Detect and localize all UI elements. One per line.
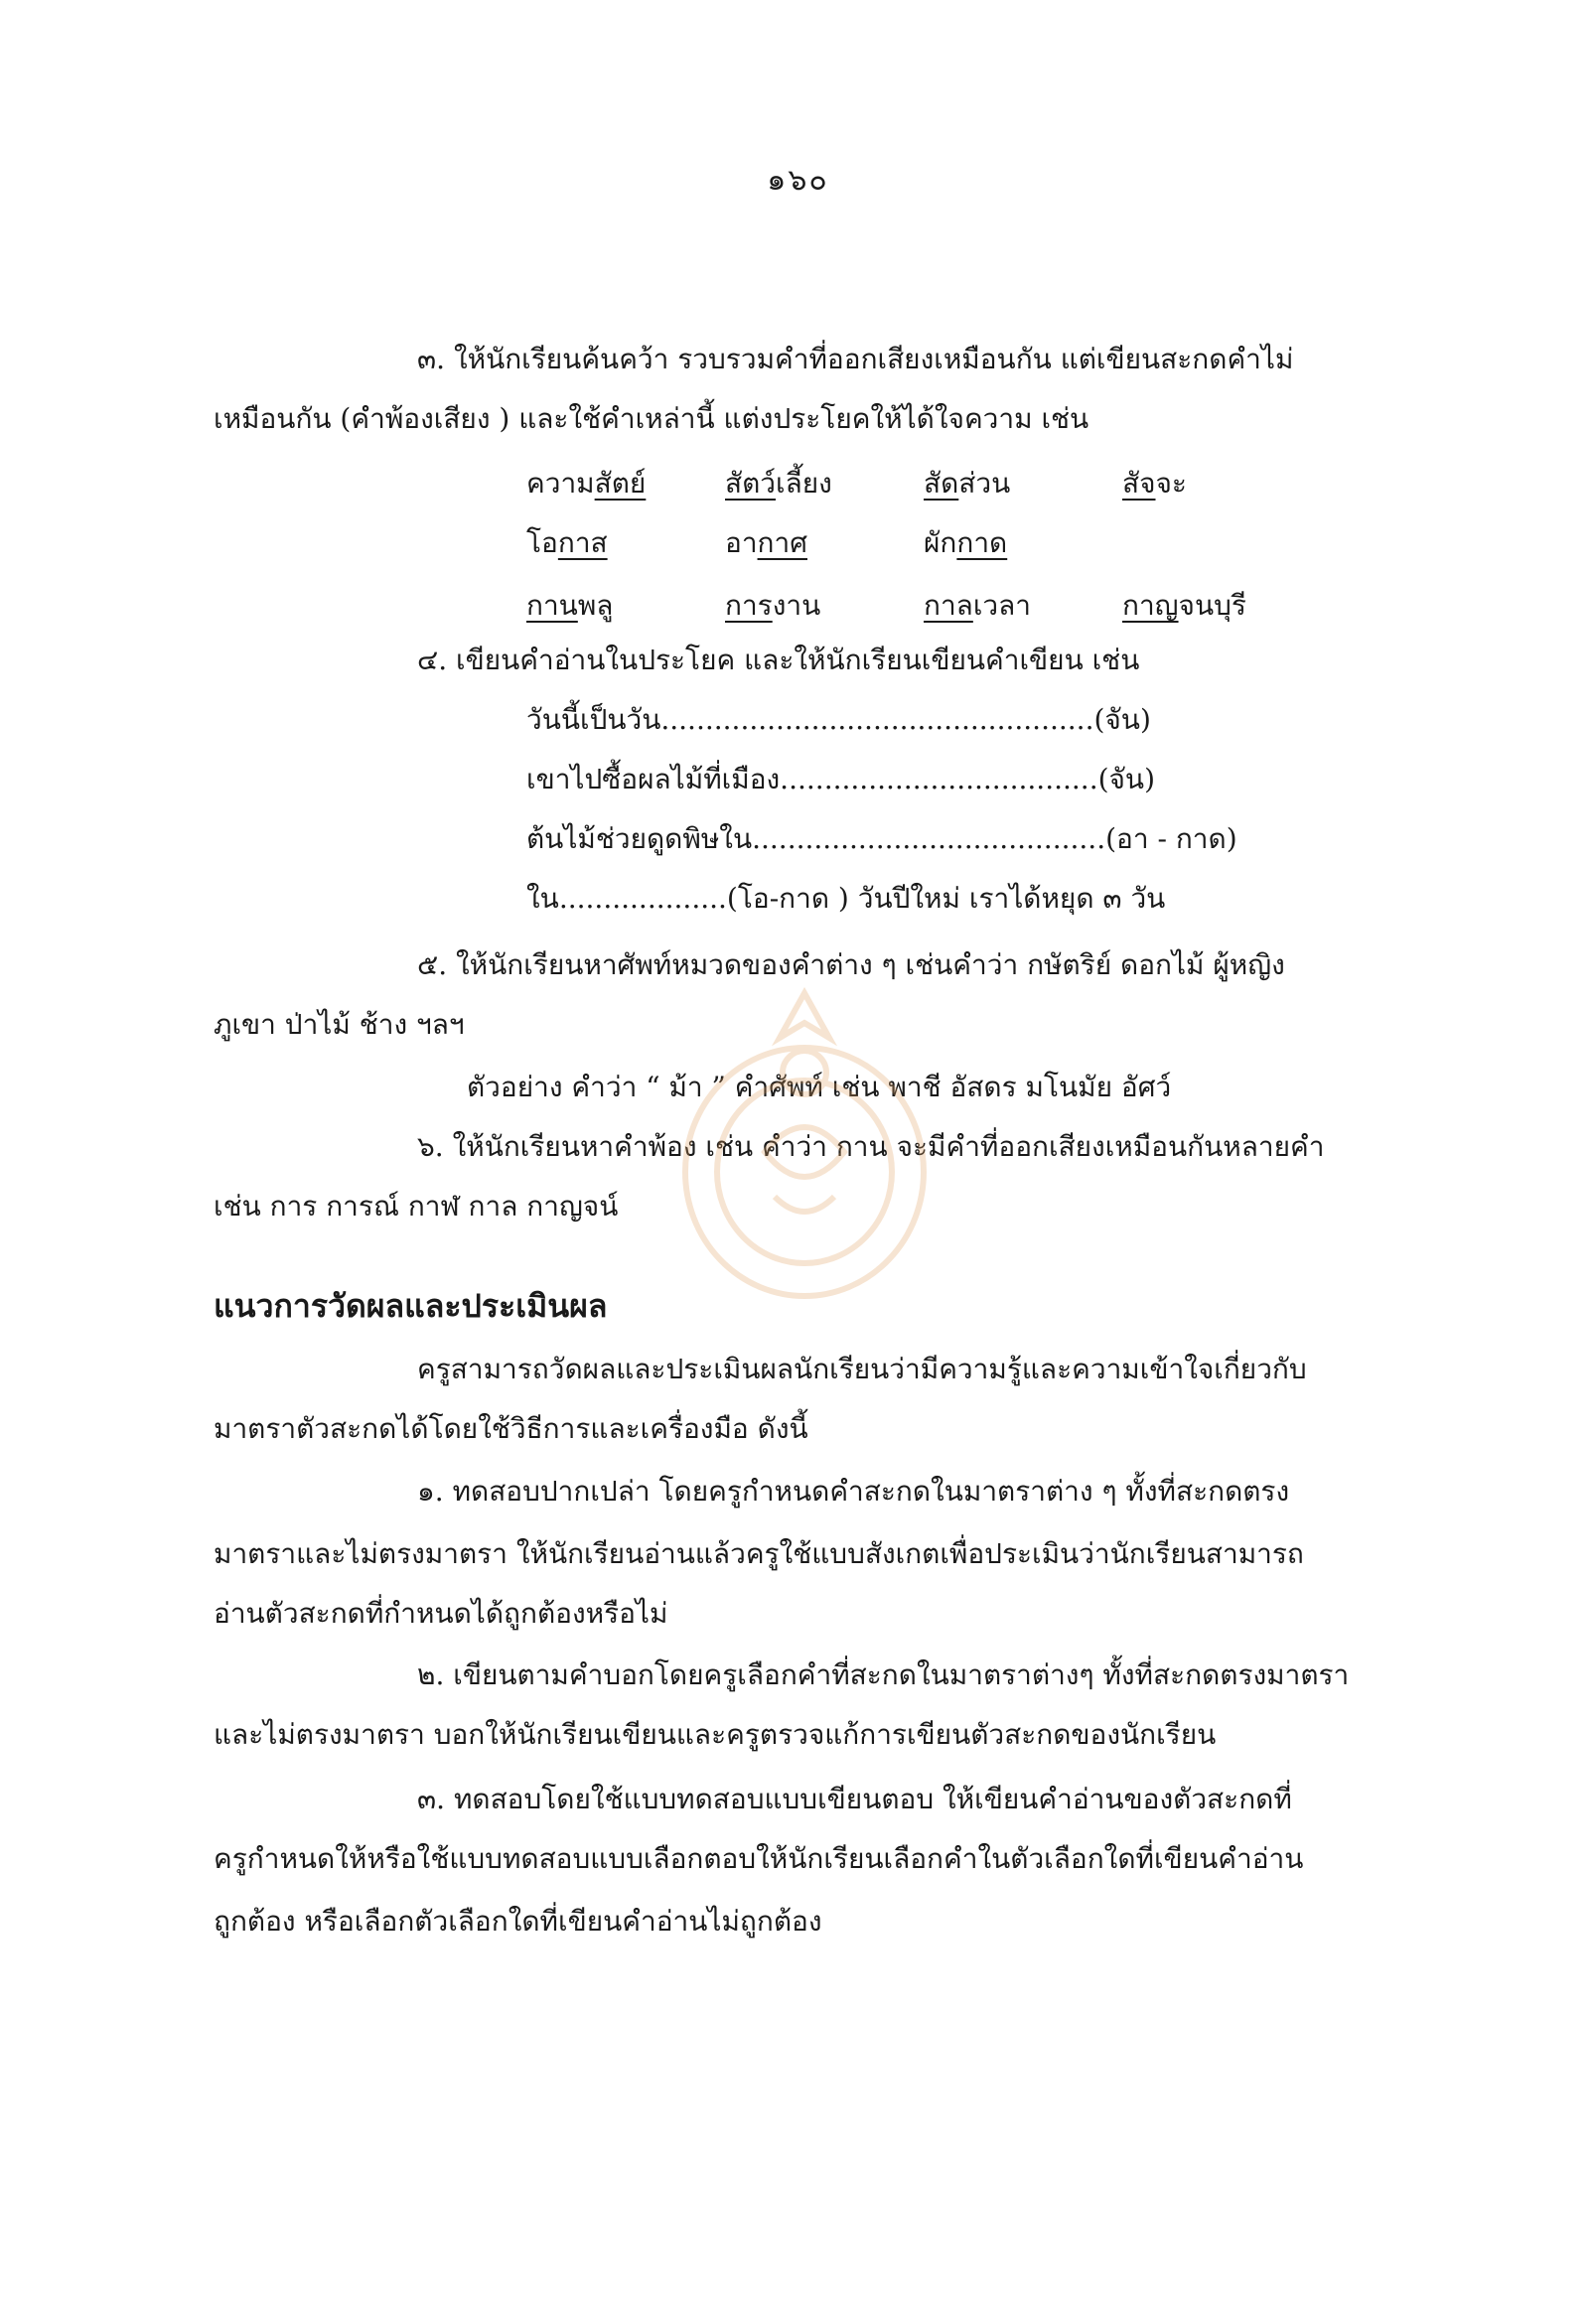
item4-sentence-1: วันนี้เป็นวัน.................................................(จัน) bbox=[526, 703, 1151, 736]
item5-example: ตัวอย่าง คำว่า “ ม้า ” คำศัพท์ เช่น พาชี อัสดร มโนมัย อัศว์ bbox=[467, 1071, 1172, 1103]
paragraph-line: มาตราตัวสะกดได้โดยใช้วิธีการและเครื่องมือ ดังนี้ bbox=[214, 1412, 808, 1445]
word-item: สัตว์เลี้ยง bbox=[725, 467, 832, 500]
method1-line3: อ่านตัวสะกดที่กำหนดได้ถูกต้องหรือไม่ bbox=[214, 1597, 668, 1630]
method1-line2: มาตราและไม่ตรงมาตรา ให้นักเรียนอ่านแล้วครูใช้แบบสังเกตเพื่อประเมินว่านักเรียนสามารถ bbox=[214, 1537, 1304, 1570]
item6-line2: เช่น การ การณ์ กาฬ กาล กาญจน์ bbox=[214, 1190, 619, 1223]
item5-line2: ภูเขา ป่าไม้ ช้าง ฯลฯ bbox=[214, 1008, 465, 1041]
method1-line1: ๑. ทดสอบปากเปล่า โดยครูกำหนดคำสะกดในมาตราต่าง ๆ ทั้งที่สะกดตรง bbox=[417, 1475, 1290, 1508]
word-item: ผักกาด bbox=[924, 526, 1008, 559]
word-item: กานพลู bbox=[526, 589, 614, 622]
word-item: โอกาส bbox=[526, 526, 608, 559]
item3-line1: ๓. ให้นักเรียนค้นคว้า รวบรวมคำที่ออกเสียงเหมือนกัน แต่เขียนสะกดคำไม่ bbox=[417, 343, 1294, 375]
item4-sentence-2: เขาไปซื้อผลไม้ที่เมือง....................................(จัน) bbox=[526, 763, 1155, 795]
page-number: ๑๖๐ bbox=[767, 163, 829, 198]
method3-line1: ๓. ทดสอบโดยใช้แบบทดสอบแบบเขียนตอบ ให้เขียนคำอ่านของตัวสะกดที่ bbox=[417, 1783, 1292, 1815]
word-item: สัดส่วน bbox=[924, 467, 1011, 500]
item4-sentence-3: ต้นไม้ช่วยดูดพิษใน........................................(อา - กาด) bbox=[526, 822, 1237, 855]
word-item: สัจจะ bbox=[1122, 467, 1187, 500]
item5-line1: ๕. ให้นักเรียนหาศัพท์หมวดของคำต่าง ๆ เช่นคำว่า กษัตริย์ ดอกไม้ ผู้หญิง bbox=[417, 948, 1285, 981]
word-item: ความสัตย์ bbox=[526, 467, 647, 500]
item6-line1: ๖. ให้นักเรียนหาคำพ้อง เช่น คำว่า กาน จะมีคำที่ออกเสียงเหมือนกันหลายคำ bbox=[417, 1130, 1325, 1163]
word-item: กาลเวลา bbox=[924, 589, 1032, 622]
section-heading: แนวการวัดผลและประเมินผล bbox=[214, 1287, 608, 1325]
word-item: กาญจนบุรี bbox=[1122, 589, 1246, 622]
item4-intro: ๔. เขียนคำอ่านในประโยค และให้นักเรียนเขียนคำเขียน เช่น bbox=[417, 644, 1140, 676]
method2-line2: และไม่ตรงมาตรา บอกให้นักเรียนเขียนและครูตรวจแก้การเขียนตัวสะกดของนักเรียน bbox=[214, 1718, 1217, 1751]
word-item: อากาศ bbox=[725, 526, 807, 559]
word-item: การงาน bbox=[725, 589, 821, 622]
method3-line2: ครูกำหนดให้หรือใช้แบบทดสอบแบบเลือกตอบให้นักเรียนเลือกคำในตัวเลือกใดที่เขียนคำอ่าน bbox=[214, 1842, 1304, 1875]
item4-sentence-4: ใน...................(โอ-กาด ) วันปีใหม่ เราได้หยุด ๓ วัน bbox=[526, 882, 1166, 915]
method3-line3: ถูกต้อง หรือเลือกตัวเลือกใดที่เขียนคำอ่านไม่ถูกต้อง bbox=[214, 1905, 822, 1938]
item3-line2: เหมือนกัน (คำพ้องเสียง ) และใช้คำเหล่านี้ แต่งประโยคให้ได้ใจความ เช่น bbox=[214, 402, 1089, 435]
method2-line1: ๒. เขียนตามคำบอกโดยครูเลือกคำที่สะกดในมาตราต่างๆ ทั้งที่สะกดตรงมาตรา bbox=[417, 1658, 1350, 1691]
paragraph-line: ครูสามารถวัดผลและประเมินผลนักเรียนว่ามีความรู้และความเข้าใจเกี่ยวกับ bbox=[417, 1353, 1307, 1385]
seal-watermark-icon bbox=[655, 983, 953, 1311]
